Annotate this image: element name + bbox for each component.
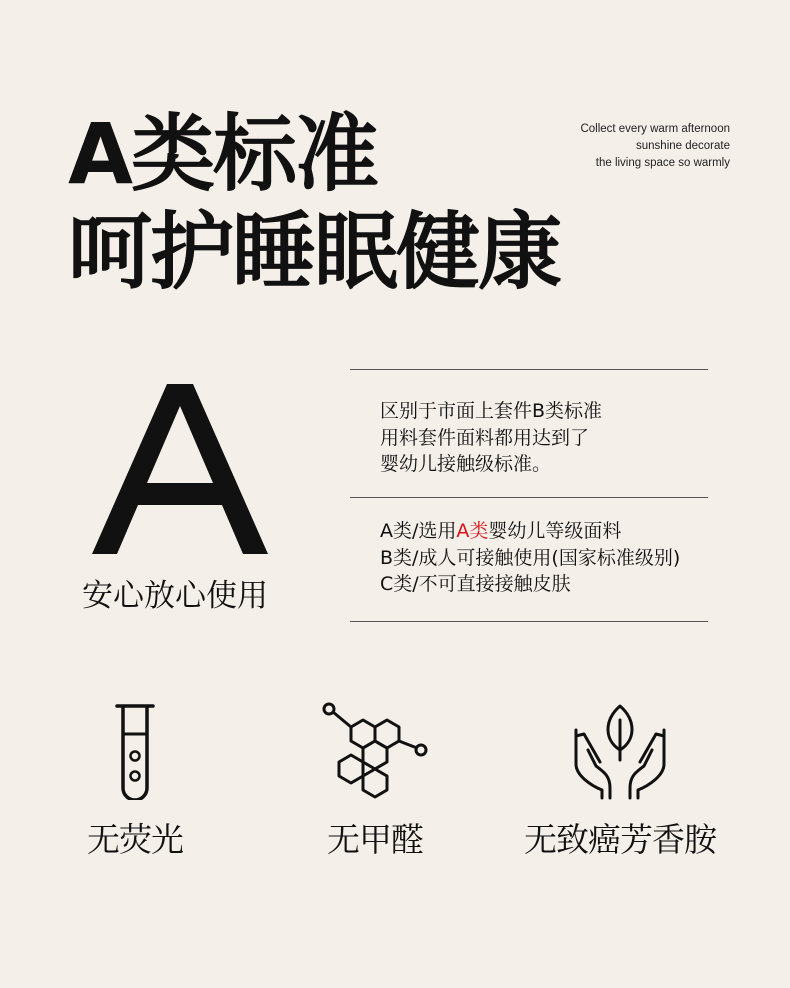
grade-a-suffix: 婴幼儿等级面料 — [488, 520, 622, 542]
description-line-3: 婴幼儿接触级标准。 — [380, 453, 552, 475]
headline-line-2: 呵护睡眠健康 — [68, 203, 561, 301]
divider-middle — [350, 497, 708, 498]
test-tube-icon — [105, 700, 165, 800]
grade-a-highlight: A类 — [456, 520, 489, 542]
headline-line-1: A类标准 — [68, 105, 378, 203]
description-line-1: 区别于市面上套件B类标准 — [380, 400, 603, 422]
feature-label-no-carcinogenic-amines: 无致癌芳香胺 — [524, 820, 716, 859]
feature-label-no-formaldehyde: 无甲醛 — [327, 820, 423, 859]
divider-bottom — [350, 621, 708, 622]
grade-a-line — [380, 518, 680, 545]
grade-caption: 安心放心使用 — [82, 578, 268, 614]
divider-top — [350, 369, 708, 370]
feature-label-no-fluorescent: 无荧光 — [87, 820, 183, 859]
tagline-line-3: the living space so warmly — [595, 157, 730, 169]
feature-no-formaldehyde — [312, 700, 438, 861]
grades-list — [380, 518, 680, 598]
molecule-icon — [315, 700, 435, 800]
grade-b-line: B类/成人可接触使用(国家标准级别) — [380, 546, 681, 569]
tagline — [580, 121, 730, 172]
feature-no-carcinogenic-amines — [516, 700, 724, 861]
description-line-2: 用料套件面料都用达到了 — [380, 426, 590, 449]
tagline-line-1: Collect every warm afternoon — [580, 123, 730, 135]
hands-leaf-icon — [570, 700, 670, 800]
tagline-line-2: sunshine decorate — [636, 140, 730, 152]
grade-a-prefix: A类/选用 — [380, 520, 457, 542]
grade-c-line: C类/不可直接接触皮肤 — [380, 573, 571, 595]
grade-a-letter-graphic — [92, 384, 268, 554]
description-block — [380, 398, 602, 478]
feature-no-fluorescent — [83, 700, 187, 861]
